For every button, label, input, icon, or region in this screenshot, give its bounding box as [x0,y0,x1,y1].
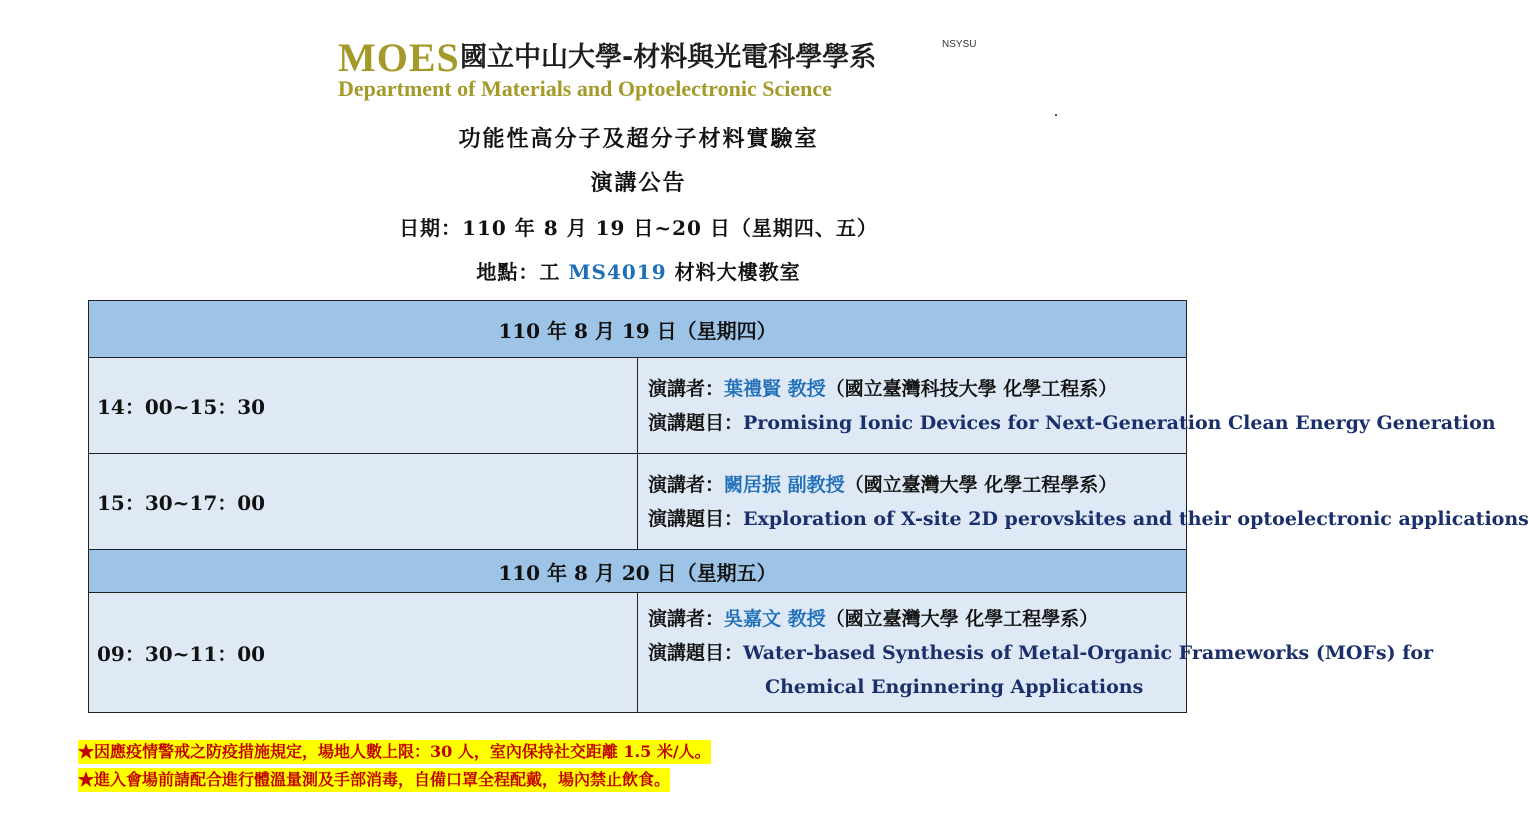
note-capacity: ★因應疫情警戒之防疫措施規定，場地人數上限：30 人，室內保持社交距離 1.5 米/人。 [78,740,711,764]
topic-text: Exploration of X-site 2D perovskites and their optoelectronic applications [743,507,1529,530]
speaker-label: 演講者： [648,377,725,400]
speaker-name: 闕居振 副教授 [724,473,845,496]
logo-nsysu-text: NSYSU [942,39,977,50]
department-logo [338,36,998,106]
table-row [89,593,1187,713]
note-hygiene: ★進入會場前請配合進行體溫量測及手部消毒，自備口罩全程配戴，場內禁止飲食。 [78,768,670,792]
speaker-line [648,372,1186,406]
logo-moes-text: MOES [338,35,460,80]
talk-time: 15：30~17：00 [89,454,638,550]
speaker-label: 演講者： [648,607,725,630]
speaker-affiliation: （國立臺灣大學 化學工程學系） [844,473,1118,496]
lab-title: 功能性高分子及超分子材料實驗室 [458,126,819,152]
speaker-label: 演講者： [648,473,725,496]
talk-info [638,593,1434,713]
table-row [89,358,1187,454]
speaker-name: 葉禮賢 教授 [724,377,826,400]
day-header-row [89,301,1187,358]
topic-text: Water-based Synthesis of Metal-Organic Frameworks (MOFs) for [743,641,1434,664]
schedule-table [88,300,1529,713]
speaker-affiliation: （國立臺灣科技大學 化學工程系） [825,377,1118,400]
speaker-name: 吳嘉文 教授 [724,607,826,630]
logo-chinese-name: 國立中山大學-材料與光電科學學系 [460,42,877,73]
stray-dot [1055,114,1057,116]
day-header-row [89,550,1187,593]
date-label: 日期： [399,216,463,240]
topic-continuation: Chemical Enginnering Applications [765,675,1144,698]
speaker-line [648,468,1186,502]
notes [78,740,711,796]
day2-header: 110 年 8 月 20 日（星期五） [89,550,1187,593]
notice-title: 演講公告 [590,170,687,196]
speaker-affiliation: （國立臺灣大學 化學工程學系） [825,607,1099,630]
place-label: 地點：工 [476,260,569,284]
place-rest: 材料大樓教室 [666,260,801,284]
topic-label: 演講題目： [648,507,744,530]
topic-label: 演講題目： [648,411,744,434]
topic-label: 演講題目： [648,641,744,664]
topic-line [648,502,1529,536]
talk-time: 09：30~11：00 [89,593,638,713]
talk-info [638,358,1496,454]
topic-line [648,406,1496,440]
date-value: 110 年 8 月 19 日~20 日（星期四、五） [462,216,878,240]
date-line [0,212,1277,241]
place-room: MS4019 [568,260,667,284]
topic-line [648,636,1434,670]
logo-english-name: Department of Materials and Optoelectronic Science [338,76,832,101]
table-row [89,454,1187,550]
topic-text: Promising Ionic Devices for Next-Generation Clean Energy Generation [743,411,1496,434]
speaker-line [648,602,1186,636]
place-line [0,256,1277,285]
day1-header: 110 年 8 月 19 日（星期四） [89,301,1187,358]
talk-info [638,454,1529,550]
talk-time: 14：00~15：30 [89,358,638,454]
